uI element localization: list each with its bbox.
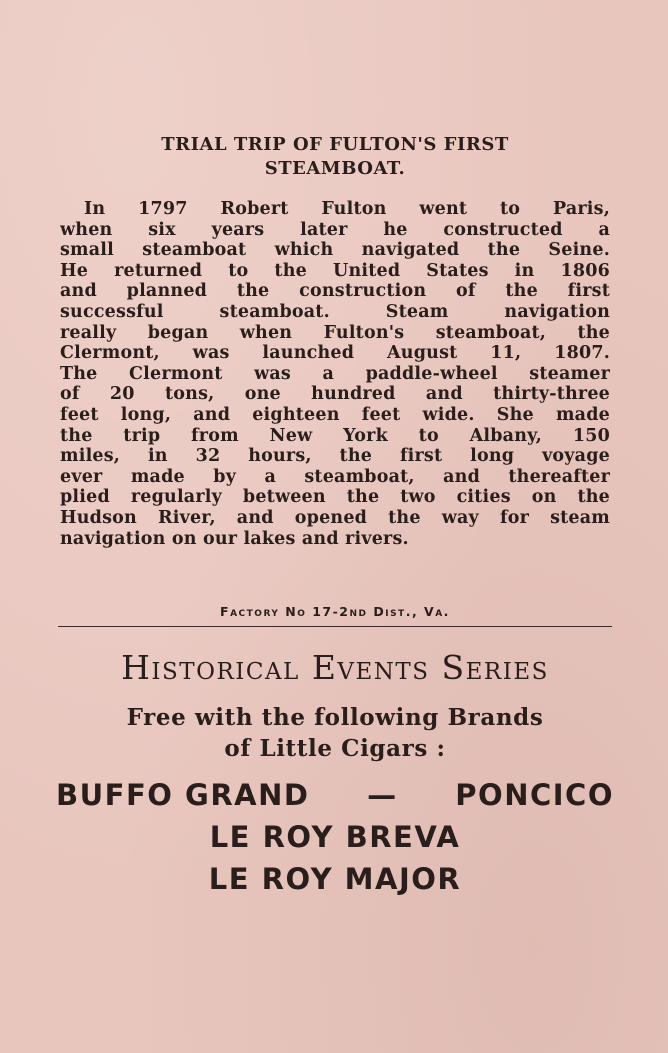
brand-poncico: PONCICO <box>455 778 614 812</box>
article-body <box>60 199 610 549</box>
title-line-1: TRIAL TRIP OF FULTON'S FIRST <box>161 134 509 155</box>
body-line: when six years later he constructed a <box>60 219 610 240</box>
body-line: The Clermont was a paddle-wheel steamer <box>60 363 610 384</box>
body-line: Hudson River, and opened the way for steam <box>60 507 610 528</box>
body-line: navigation on our lakes and rivers. <box>60 528 409 549</box>
body-line: feet long, and eighteen feet wide. She made <box>60 404 610 425</box>
body-line: In 1797 Robert Fulton went to Paris, <box>84 199 610 219</box>
brand-le-roy-breva: LE ROY BREVA <box>209 820 461 854</box>
free-line-1: Free with the following Brands <box>126 704 544 731</box>
body-line: small steamboat which navigated the Seine. <box>60 240 610 261</box>
title-line-2: STEAMBOAT. <box>264 158 406 179</box>
brand-le-roy-major: LE ROY MAJOR <box>208 862 462 896</box>
body-line: the trip from New York to Albany, 150 <box>60 425 610 446</box>
body-line: Clermont, was launched August 11, 1807. <box>60 343 610 364</box>
body-line: He returned to the United States in 1806 <box>60 260 610 281</box>
free-with-text <box>40 702 630 764</box>
body-line: of 20 tons, one hundred and thirty-three <box>60 384 610 405</box>
body-line: ever made by a steamboat, and thereafter <box>60 466 610 487</box>
brand-buffo-grand: BUFFO GRAND <box>56 778 310 812</box>
article-title <box>60 133 610 181</box>
free-line-2: of Little Cigars : <box>224 735 446 762</box>
divider <box>58 626 612 627</box>
brand-dash: — <box>367 778 398 812</box>
brand-list <box>40 774 630 900</box>
body-line: really began when Fulton's steamboat, the <box>60 322 610 343</box>
body-line: miles, in 32 hours, the first long voyage <box>60 446 610 467</box>
body-line: and planned the construction of the first <box>60 281 610 302</box>
body-line: plied regularly between the two cities on the <box>60 487 610 508</box>
factory-number: Factory No 17-2nd Dist., Va. <box>220 604 450 619</box>
brand-row-1 <box>40 774 630 816</box>
body-line: successful steamboat. Steam navigation <box>60 301 610 322</box>
series-title: Historical Events Series <box>121 648 549 687</box>
